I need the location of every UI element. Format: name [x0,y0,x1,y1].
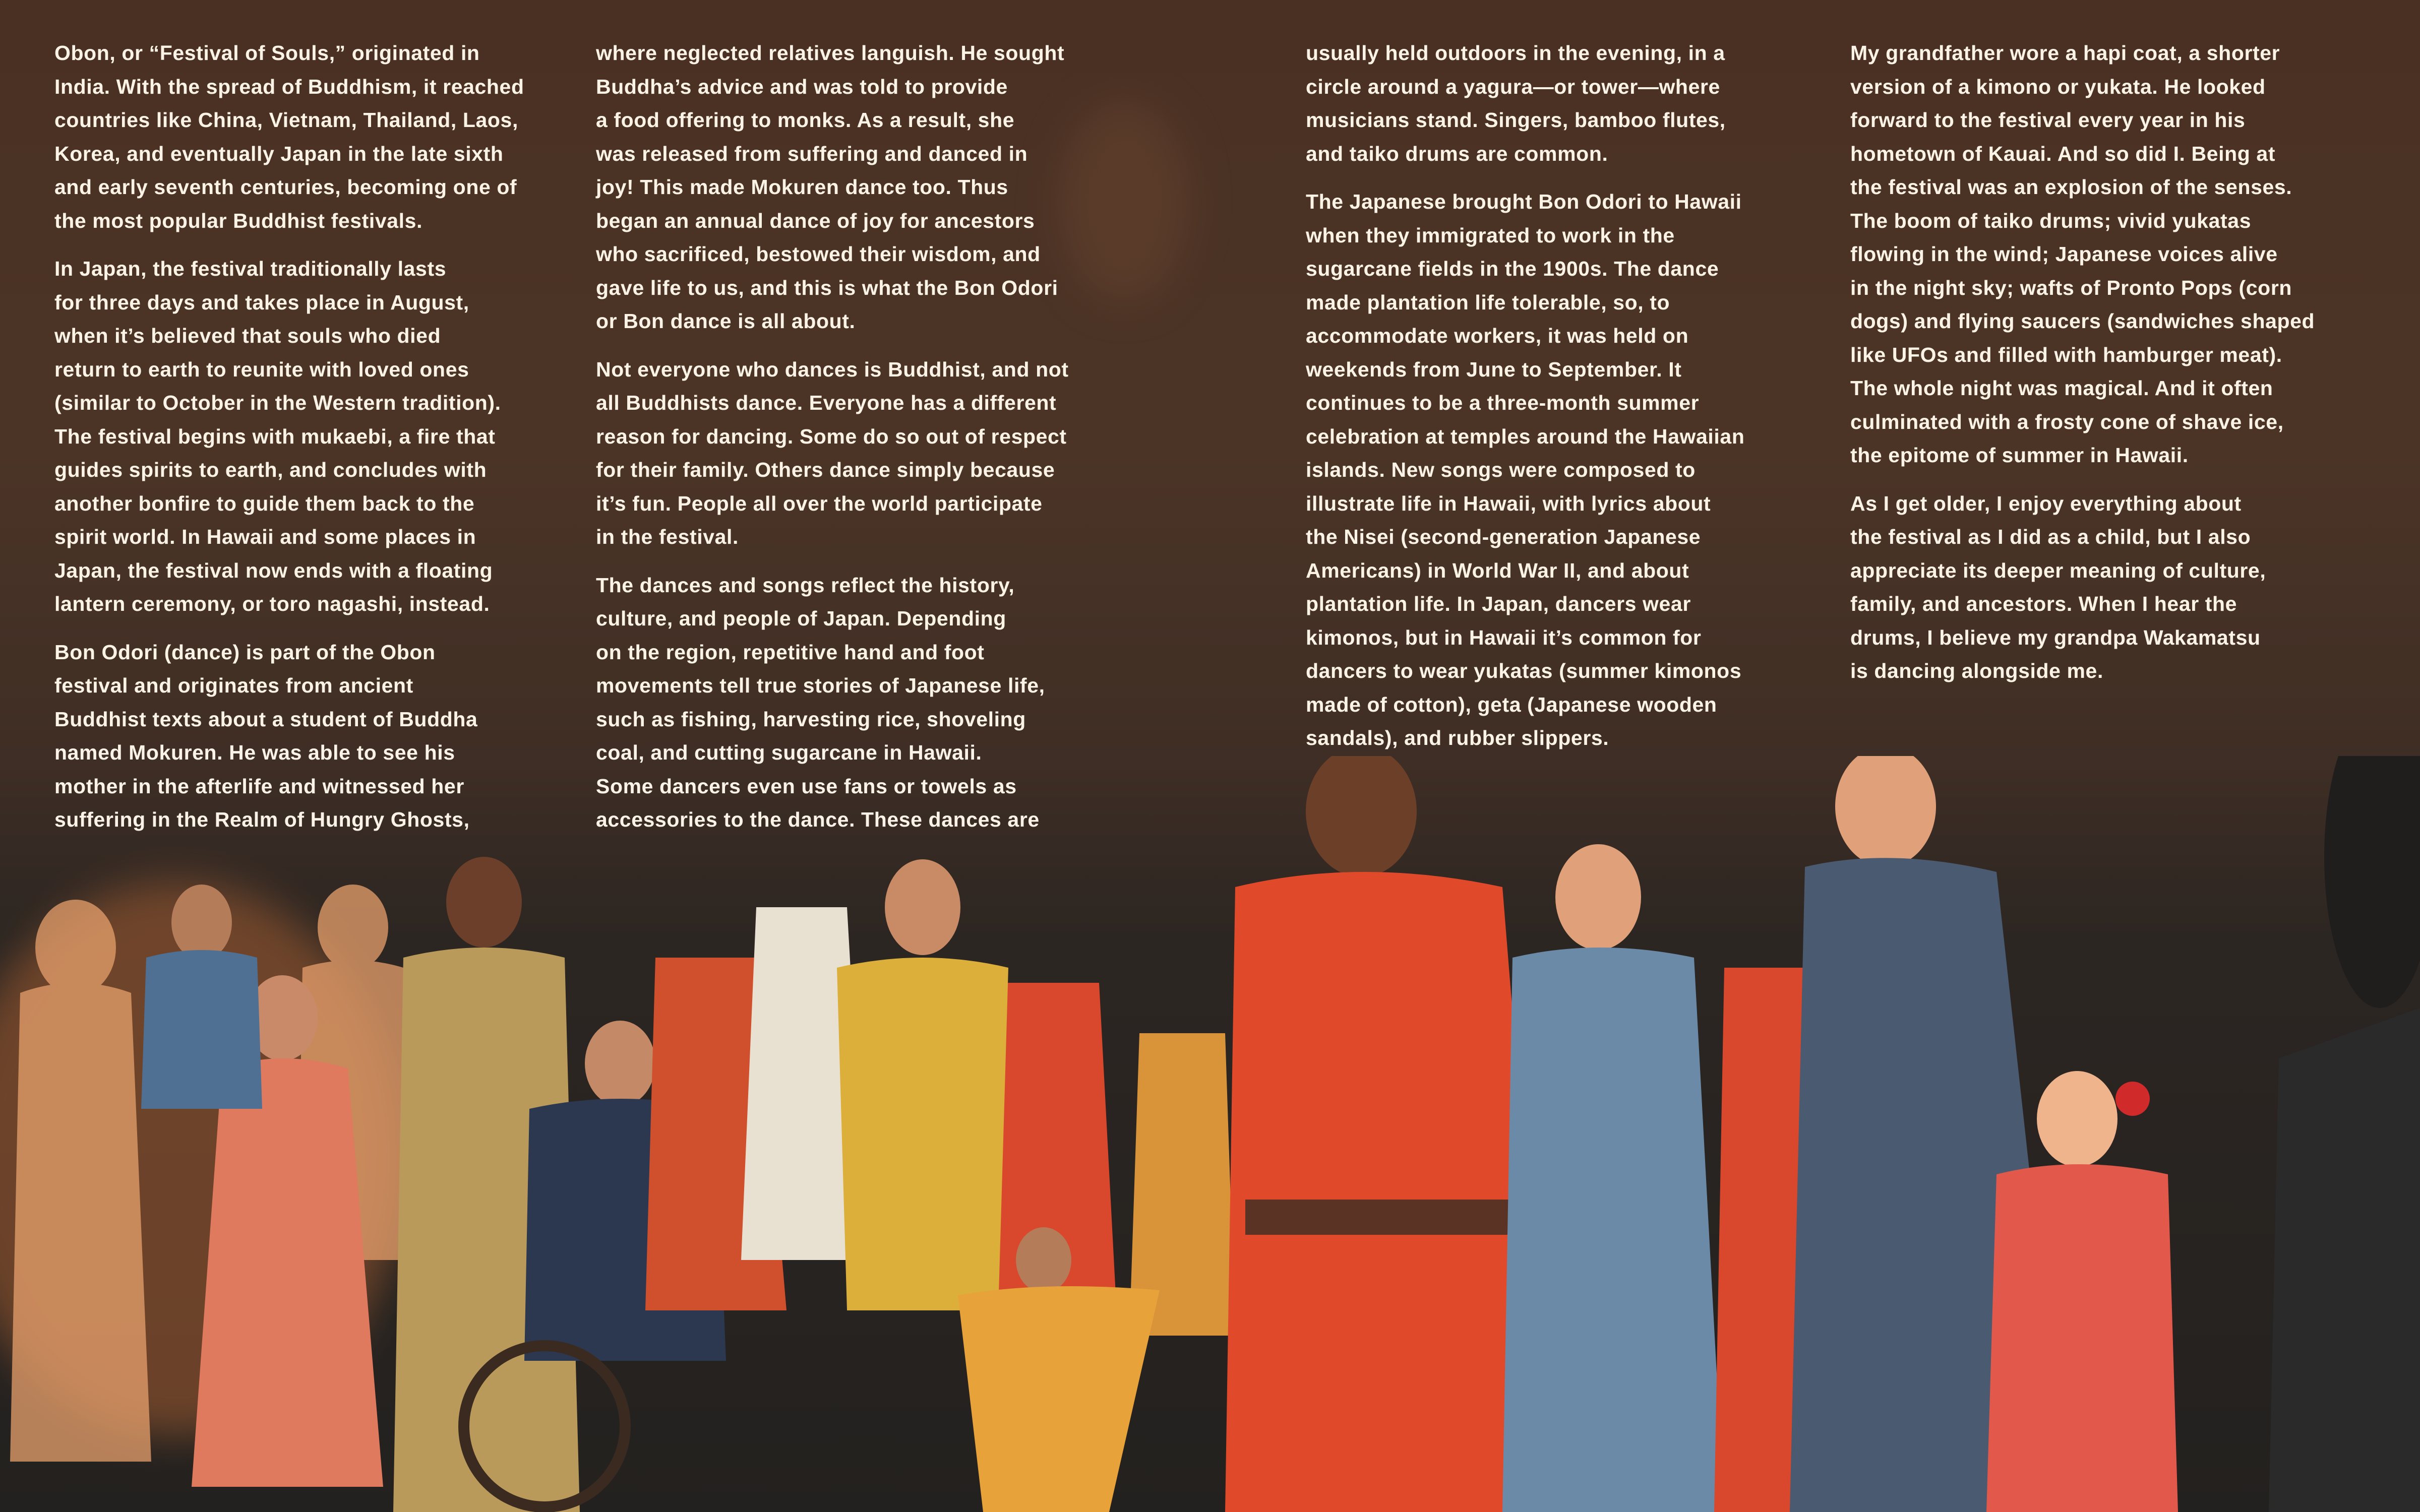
paragraph: My grandfather wore a hapi coat, a shorter version of a kimono or yukata. He looked forward to the festival every year in his hometown of Kauai. And so did I. Being at the festival was an explosion of the senses. The boom of taiko drums; vivid yukatas flowing in the wind; Japanese voices alive in the night sky; wafts of Pronto Pops (corn dogs) and flying saucers (sandwiches shaped like UFOs and filled with hamburger meat). The whole night was magical. And it often culminated with a frosty cone of shave ice, the epitome of summer in Hawaii. [1850,41,2315,467]
paragraph: The dances and songs reflect the history, culture, and people of Japan. Depending on the region, repetitive hand and foot movements tell true stories of Japanese life, such as fishing, harvesting rice, shoveling coal, and cutting sugarcane in Hawaii. Some dancers even use fans or towels as accessories to the dance. These dances are [596,573,1045,831]
paragraph: As I get older, I enjoy everything about the festival as I did as a child, but I also appreciate its deeper meaning of culture, family, and ancestors. When I hear the drums, I believe my grandpa Wakamatsu is dancing alongside me. [1850,491,2266,682]
paragraph: Obon, or “Festival of Souls,” originated in India. With the spread of Buddhism, it reached countries like China, Vietnam, Thailand, Laos, Korea, and eventually Japan in the late sixth and early seventh centuries, becoming one of the most popular Buddhist festivals. [54,41,524,232]
text-column-1 [54,36,574,851]
paragraph: Bon Odori (dance) is part of the Obon festival and originates from ancient Buddhist texts about a student of Buddha named Mokuren. He was able to see his mother in the afterlife and witnessed her suffering in the Realm of Hungry Ghosts, [54,640,478,831]
paragraph: Not everyone who dances is Buddhist, and not all Buddhists dance. Everyone has a different reason for dancing. Some do so out of respect for their family. Others dance simply because it’s fun. People all over the world participate in the festival. [596,357,1069,548]
dancer-yellow-kimono [837,859,1008,1310]
paragraph: usually held outdoors in the evening, in a circle around a yagura—or tower—where musicians stand. Singers, bamboo flutes, and taiko drums are common. [1306,41,1726,165]
text-column-3 [1306,36,1825,770]
paragraph: In Japan, the festival traditionally lasts for three days and takes place in August, when it’s believed that souls who died return to earth to reunite with loved ones (similar to October in the Western tradition). The festival begins with mukaebi, a fire that guides spirits to earth, and concludes with another bonfire to guide them back to the spirit world. In Hawaii and some places in Japan, the festival now ends with a floating lantern ceremony, or toro nagashi, instead. [54,257,501,615]
silhouette-right [2269,756,2420,1512]
monk-red-robe [1225,756,1553,1512]
text-column-4 [1850,36,2370,703]
bon-odori-dancers-illustration [0,756,2420,1512]
paragraph: The Japanese brought Bon Odori to Hawaii when they immigrated to work in the sugarcane fields in the 1900s. The dance made plantation life tolerable, so, to accommodate workers, it was held on weekends from June to September. It continues to be a three-month summer celebration at temples around the Hawaiian islands. New songs were composed to illustrate life in Hawaii, with lyrics about the Nisei (second-generation Japanese Americans) in World War II, and about plantation life. In Japan, dancers wear kimonos, but in Hawaii it’s common for dancers to wear yukatas (summer kimonos made of cotton), geta (Japanese wooden sandals), and rubber slippers. [1306,190,1745,749]
woman-blue-kimono [1502,844,1724,1512]
dancer-blue-jacket [141,885,262,1109]
text-column-2 [596,36,1115,851]
paragraph: where neglected relatives languish. He sought Buddha’s advice and was told to provide a food offering to monks. As a result, she was released from suffering and danced in joy! This made Mokuren dance too. Thus began an annual dance of joy for ancestors who sacrificed, bestowed their wisdom, and gave life to us, and this is what the Bon Odori or Bon dance is all about. [596,41,1065,333]
